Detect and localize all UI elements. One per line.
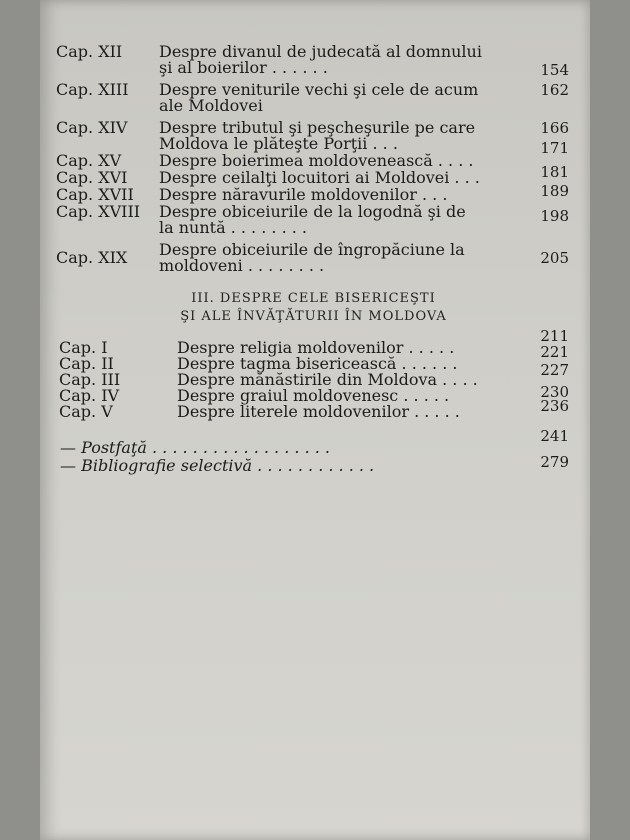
appendix-title: — Postfaţă . . . . . . . . . . . . . . . . . . — [60, 438, 330, 457]
chapter-title: Despre boierimea moldovenească . . . . — [159, 151, 474, 170]
table-of-contents — [56, 40, 571, 474]
chapter-number: Cap. IV — [59, 386, 120, 405]
page-number: 279 — [540, 453, 569, 471]
chapter-title: Despre năravurile moldovenilor . . . — [159, 185, 448, 204]
chapter-number: Cap. XVI — [56, 168, 128, 187]
show-through-text — [110, 440, 590, 820]
book-page — [40, 0, 590, 840]
page-number: 189 — [540, 182, 569, 200]
appendix-list — [56, 427, 571, 475]
chapter-number: Cap. I — [59, 338, 108, 357]
page-number: 181 — [540, 163, 569, 181]
toc-entry — [56, 182, 571, 204]
chapter-title: Despre literele moldovenilor . . . . . — [177, 402, 460, 421]
chapter-title: Despre mănăstirile din Moldova . . . . — [177, 370, 478, 389]
appendix-title: — Bibliografie selectivă . . . . . . . . . . . . — [60, 456, 375, 475]
section-heading: III. DESPRE CELE BISERICEŞTI ŞI ALE ÎNVĂŢĂTURII ÎN MOLDOVA — [180, 291, 447, 324]
chapter-title: Despre veniturile vechi şi cele de acum ale Moldovei — [159, 80, 479, 115]
page-number: 162 — [540, 81, 569, 99]
toc-entry — [56, 453, 571, 475]
page-number: 211 — [540, 327, 569, 345]
chapter-number: Cap. III — [59, 370, 121, 389]
chapter-number: Cap. V — [59, 402, 113, 421]
chapter-title: Despre obiceiurile de îngropăciune la moldoveni . . . . . . . . — [159, 240, 465, 275]
chapter-number: Cap. XV — [56, 151, 122, 170]
chapter-title: Despre tagma bisericească . . . . . . — [177, 354, 458, 373]
page-number: 154 — [540, 61, 569, 79]
page-number: 198 — [540, 207, 569, 225]
chapter-number: Cap. XVII — [56, 185, 134, 204]
page-number: 171 — [540, 139, 569, 157]
toc-entry — [56, 204, 571, 236]
toc-entry — [56, 397, 571, 421]
page-number: 227 — [540, 361, 569, 379]
chapter-title: Despre religia moldovenilor . . . . . — [177, 338, 455, 357]
chapter-number: Cap. XII — [56, 42, 123, 61]
chapter-title: Despre obiceiurile de la logodnă şi de la nuntă . . . . . . . . — [159, 202, 466, 237]
part2-chapter-list — [56, 44, 571, 274]
toc-entry — [56, 427, 571, 457]
chapter-title: Despre tributul şi peşcheşurile pe care Moldova le plăteşte Porţii . . . — [159, 118, 476, 153]
chapter-number: Cap. XIX — [56, 248, 128, 267]
chapter-number: Cap. XIV — [56, 118, 128, 137]
toc-entry — [56, 163, 571, 187]
chapter-number: Cap. II — [59, 354, 114, 373]
page-number: 241 — [540, 427, 569, 445]
toc-entry — [56, 242, 571, 274]
page-number: 166 — [540, 119, 569, 137]
part3-chapter-list — [56, 327, 571, 421]
chapter-title: Despre graiul moldovenesc . . . . . — [177, 386, 450, 405]
chapter-title: Despre divanul de judecată al domnului şi al boierilor . . . . . . — [159, 42, 482, 77]
page-number: 221 — [540, 343, 569, 361]
page-number: 230 — [540, 383, 569, 401]
toc-entry — [56, 82, 571, 114]
chapter-title: Despre ceilalţi locuitori ai Moldovei . . . — [159, 168, 480, 187]
page-number: 236 — [540, 397, 569, 415]
page-number: 205 — [540, 249, 569, 267]
toc-entry — [56, 42, 571, 79]
chapter-number: Cap. XVIII — [56, 202, 141, 221]
chapter-number: Cap. XIII — [56, 80, 129, 99]
toc-entry — [56, 139, 571, 170]
toc-entry — [56, 120, 571, 152]
